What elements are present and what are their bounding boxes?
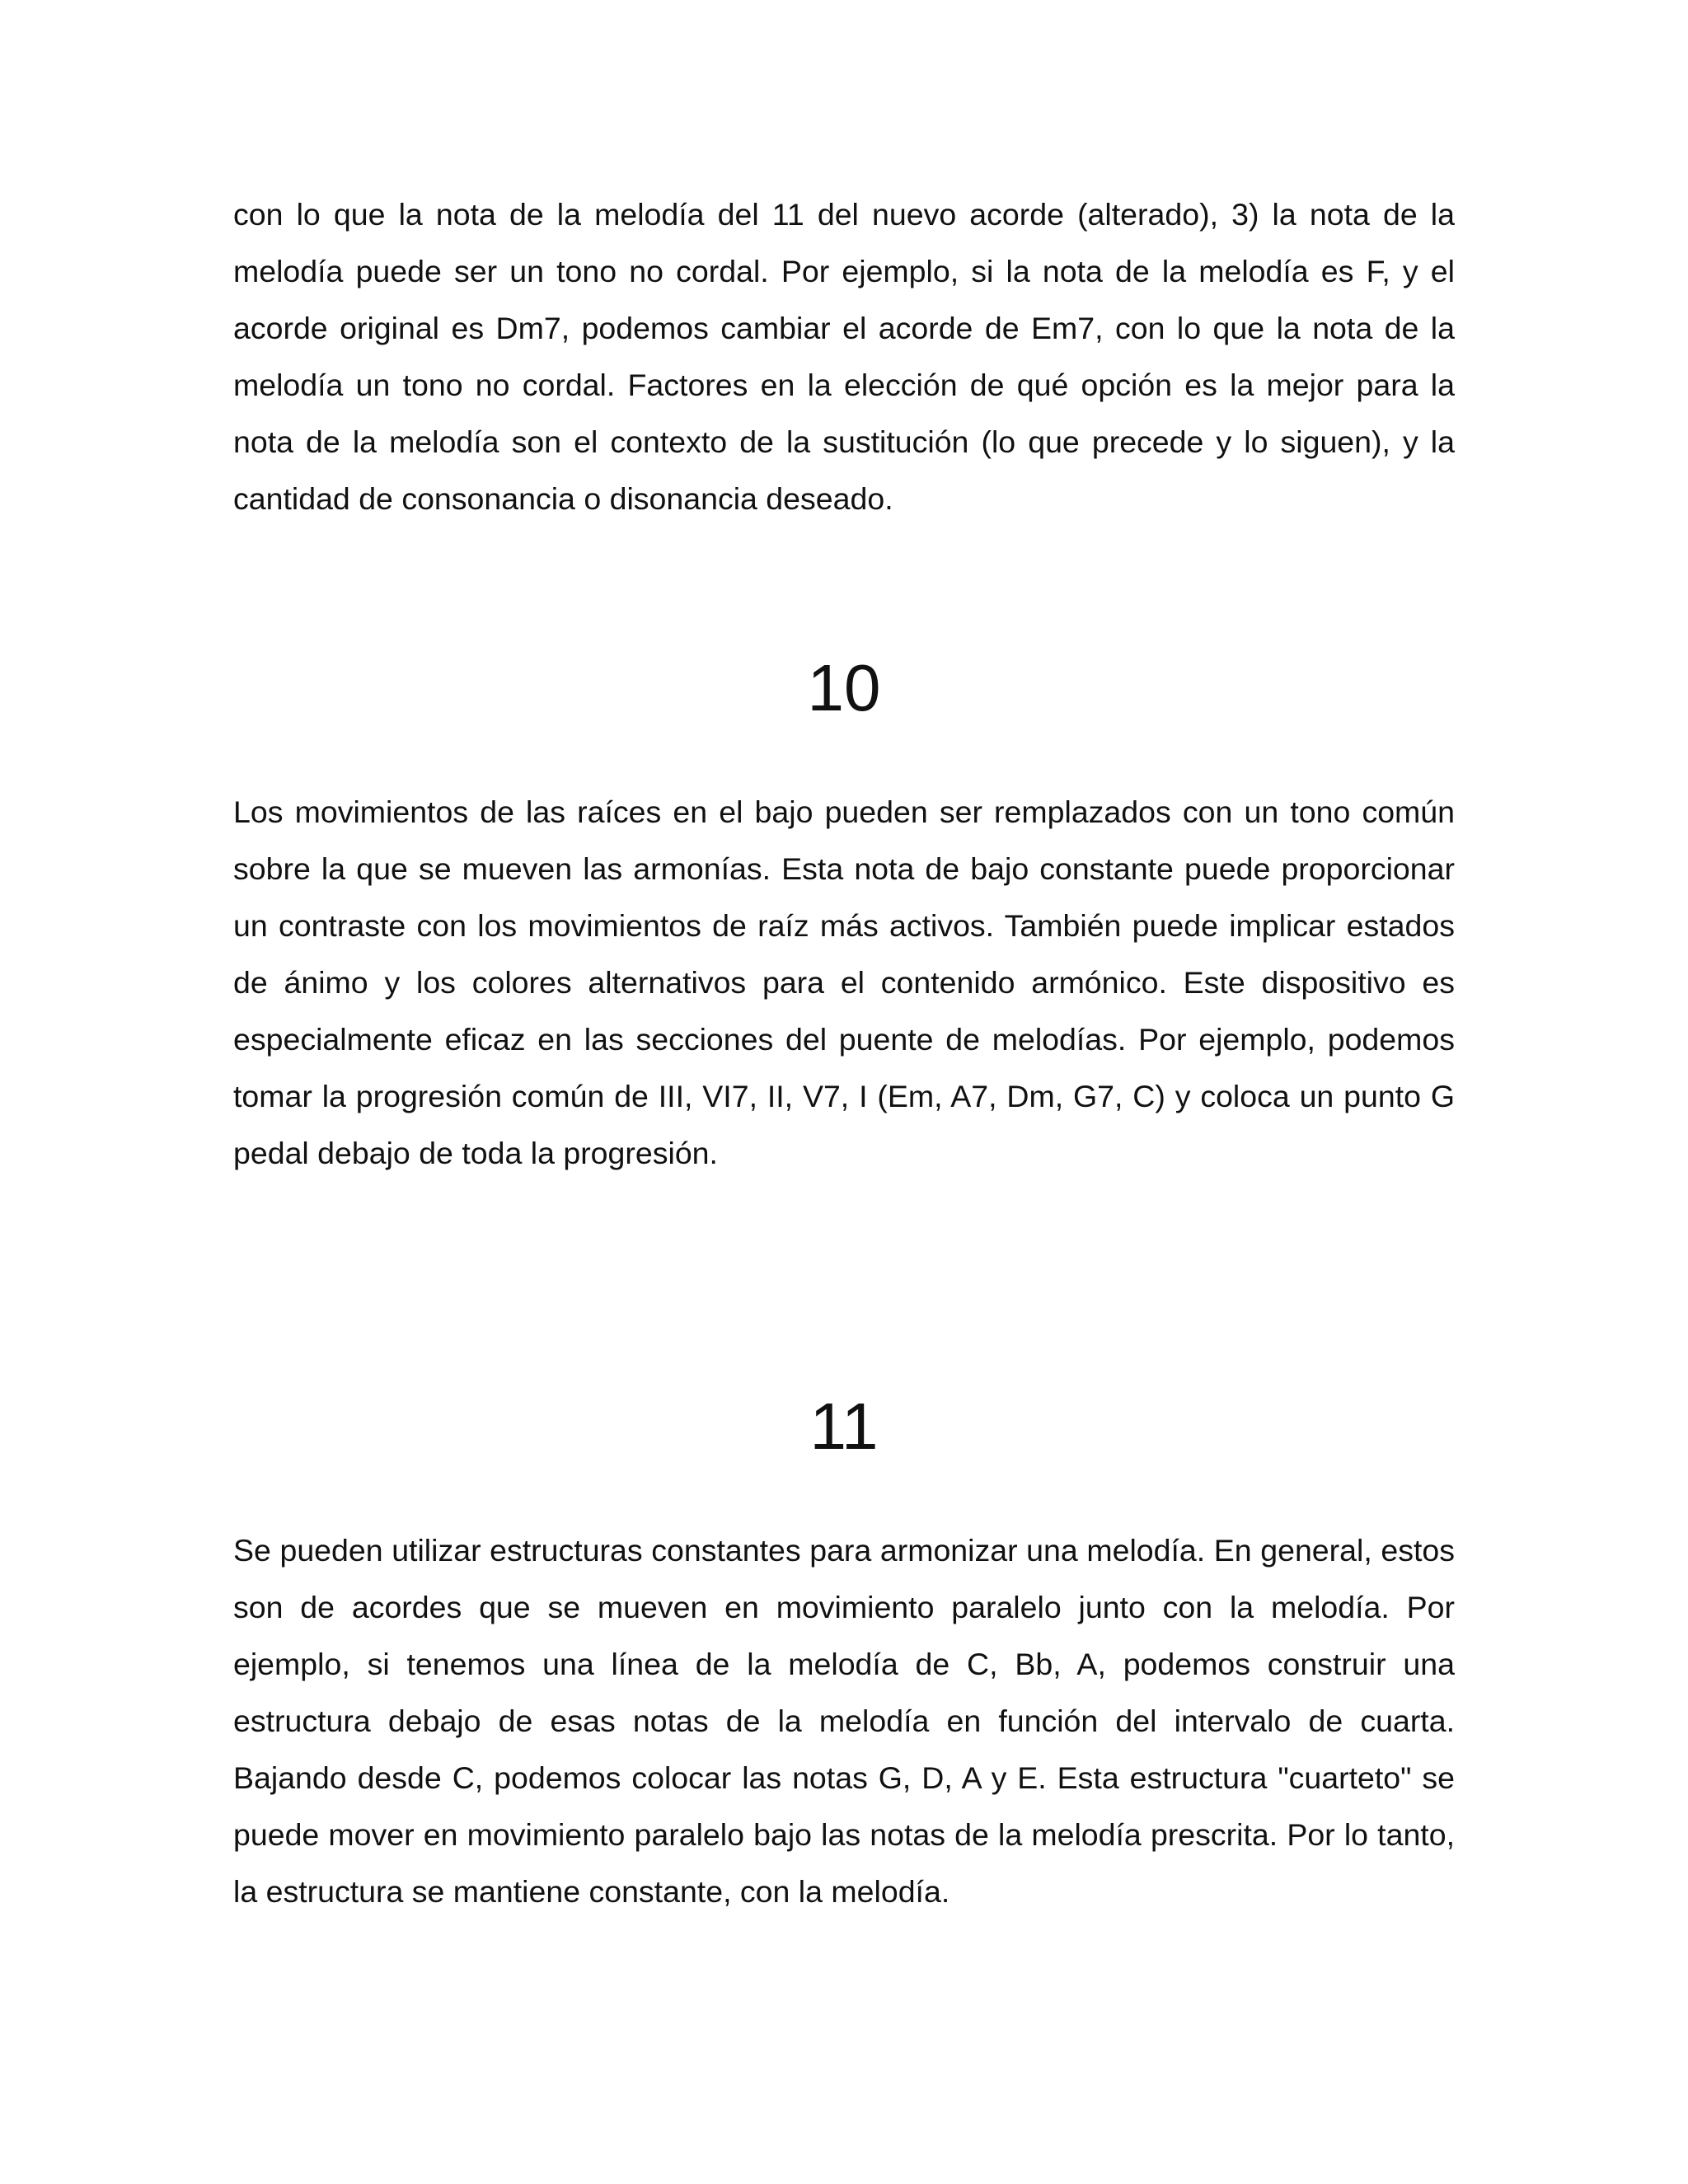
section-11-paragraph: Se pueden utilizar estructuras constantes para armonizar una melodía. En general, estos son de acordes que se mueven en movimiento paralelo junto con la melodía. Por ejemplo, si tenemos una línea de la melodía de C, Bb, A, podemos construir una estructura debajo de esas notas de la melodía en función del intervalo de cuarta. Bajando desde C, podemos colocar las notas G, D, A y E. Esta estructura "cuarteto" se puede mover en movimiento paralelo bajo las notas de la melodía prescrita. Por lo tanto, la estructura se mantiene constante, con la melodía. bbox=[233, 1533, 1455, 1909]
section-10-paragraph: Los movimientos de las raíces en el bajo pueden ser remplazados con un tono común sobre la que se mueven las armonías. Esta nota de bajo constante puede proporcionar un contraste con los movimientos de raíz más activos. También puede implicar estados de ánimo y los colores alternativos para el contenido armónico. Este dispositivo es especialmente eficaz en las secciones del puente de melodías. Por ejemplo, podemos tomar la progresión común de III, VI7, II, V7, I (Em, A7, Dm, G7, C) y coloca un punto G pedal debajo de toda la progresión. bbox=[233, 794, 1455, 1170]
intro-paragraph: con lo que la nota de la melodía del 11 del nuevo acorde (alterado), 3) la nota de la melodía puede ser un tono no cordal. Por ejemplo, si la nota de la melodía es F, y el acorde original es Dm7, podemos cambiar el acorde de Em7, con lo que la nota de la melodía un tono no cordal. Factores en la elección de qué opción es la mejor para la nota de la melodía son el contexto de la sustitución (lo que precede y lo siguen), y la cantidad de consonancia o disonancia deseado. bbox=[233, 197, 1455, 516]
section-number-10: 10 bbox=[807, 651, 881, 724]
section-number-11: 11 bbox=[809, 1390, 879, 1463]
